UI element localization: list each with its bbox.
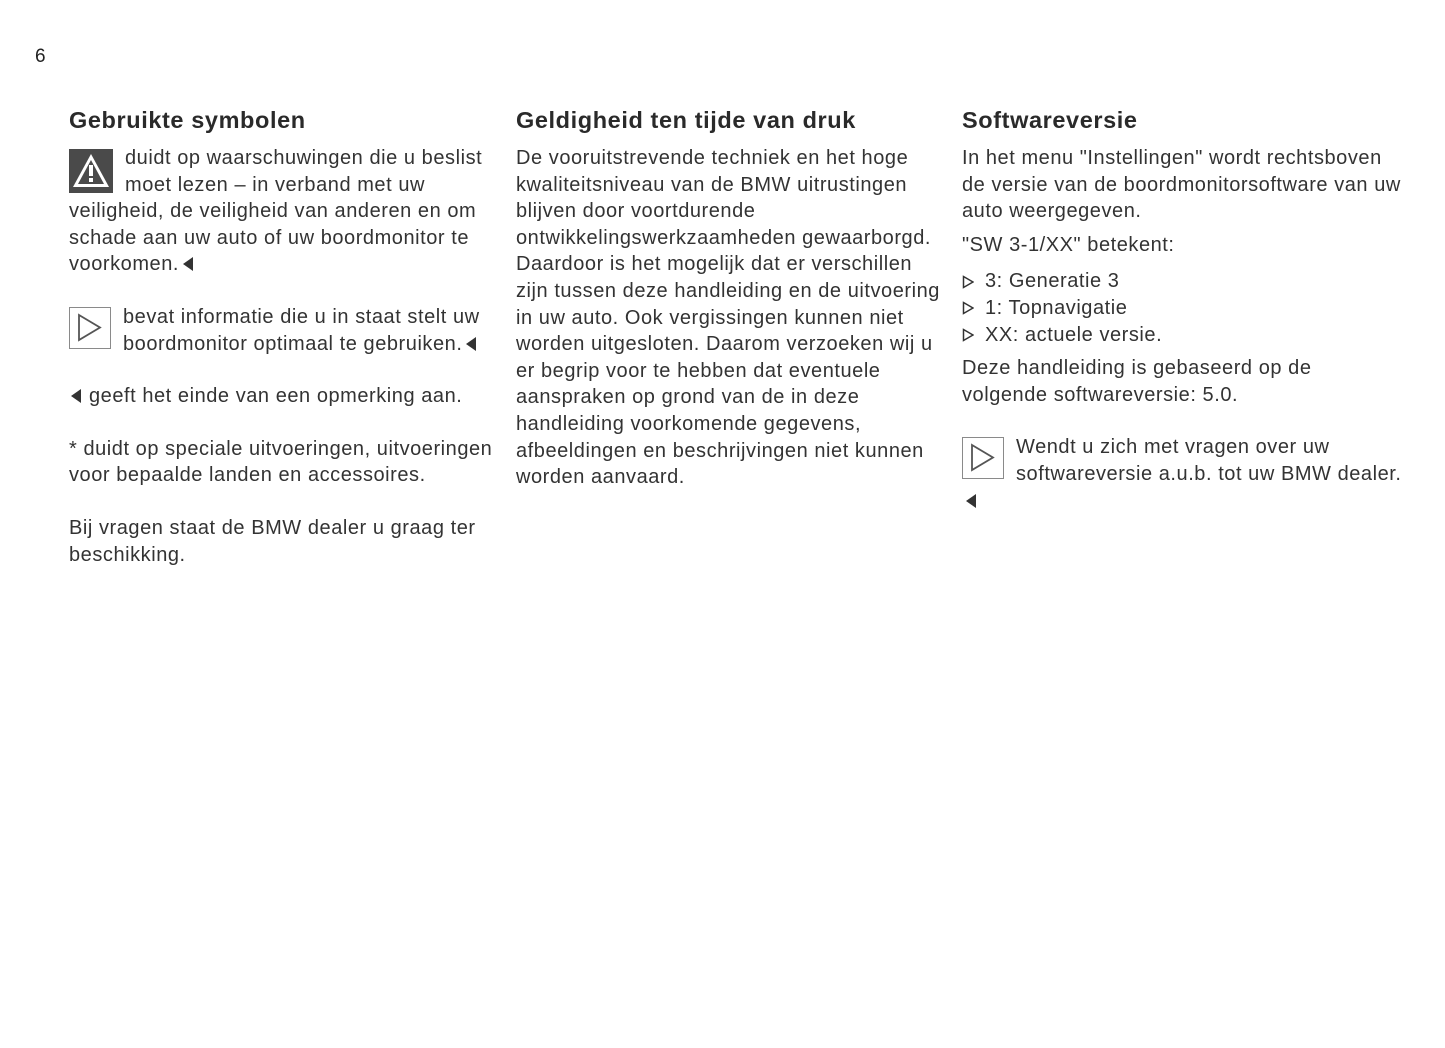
column-symbols <box>69 104 501 568</box>
info-note <box>69 304 501 357</box>
warning-triangle-icon <box>69 149 113 193</box>
bullet-arrow-icon <box>962 275 974 289</box>
asterisk-symbol: * <box>69 437 78 460</box>
warning-note <box>69 145 501 278</box>
page-number: 6 <box>35 46 46 67</box>
heading-software: Softwareversie <box>962 107 1138 133</box>
software-meaning: "SW 3-1/XX" betekent: <box>962 233 1175 256</box>
end-note <box>69 383 501 410</box>
bullet-arrow-icon <box>962 328 974 342</box>
bullet-text: 3: Generatie 3 <box>985 270 1120 293</box>
bullet-text: XX: actuele versie. <box>985 323 1163 346</box>
asterisk-note <box>69 436 501 489</box>
dealer-text: Bij vragen staat de BMW dealer u graag ter beschikking. <box>69 516 476 566</box>
info-arrow-icon <box>69 307 111 349</box>
software-bullet-list <box>962 268 1402 348</box>
column-validity <box>516 104 948 491</box>
info-text: bevat informatie die u in staat stelt uw boordmonitor optimaal te gebruiken. <box>123 305 480 355</box>
end-mark-icon <box>466 337 476 351</box>
end-mark-icon <box>966 494 976 508</box>
list-item <box>962 322 1402 349</box>
list-item <box>962 268 1402 295</box>
software-intro: In het menu "Instellingen" wordt rechtsboven de versie van de boordmonitorsoftware van uw auto weergegeven. <box>962 147 1401 223</box>
list-item <box>962 295 1402 322</box>
contact-text: Wendt u zich met vragen over uw softwareversie a.u.b. tot uw BMW dealer. <box>1016 436 1402 485</box>
info-arrow-icon <box>962 437 1004 479</box>
bullet-text: 1: Topnavigatie <box>985 296 1128 319</box>
validity-body: De vooruitstrevende techniek en het hoge kwaliteitsniveau van de BMW uitrustingen blijven door voortdurende ontwikkelingswerkzaamheden gewaarborgd. Daardoor is het mogelijk dat er verschillen zijn tussen deze handleiding en de uitvoering in uw auto. Ook vergissingen kunnen niet worden uitgesloten. Daarom verzoeken wij u er begrip voor te hebben dat eventuele aanspraken op grond van de in deze handleiding voorkomende gegevens, afbeeldingen en beschrijvingen niet kunnen worden aanvaard. <box>516 147 940 489</box>
column-software <box>962 104 1402 514</box>
end-text: geeft het einde van een opmerking aan. <box>89 385 463 408</box>
end-mark-icon <box>71 389 81 403</box>
asterisk-text: duidt op speciale uitvoeringen, uitvoeringen voor bepaalde landen en accessoires. <box>69 437 493 487</box>
software-version-text: Deze handleiding is gebaseerd op de volgende softwareversie: 5.0. <box>962 357 1312 406</box>
heading-validity: Geldigheid ten tijde van druk <box>516 107 856 133</box>
bullet-arrow-icon <box>962 301 974 315</box>
contact-note <box>962 434 1402 514</box>
end-mark-icon <box>183 257 193 271</box>
warning-text: duidt op waarschuwingen die u beslist moet lezen – in verband met uw veiligheid, de veiligheid van anderen en om schade aan uw auto of uw boordmonitor te voorkomen. <box>69 147 483 276</box>
dealer-note <box>69 515 501 568</box>
heading-symbols: Gebruikte symbolen <box>69 107 306 133</box>
